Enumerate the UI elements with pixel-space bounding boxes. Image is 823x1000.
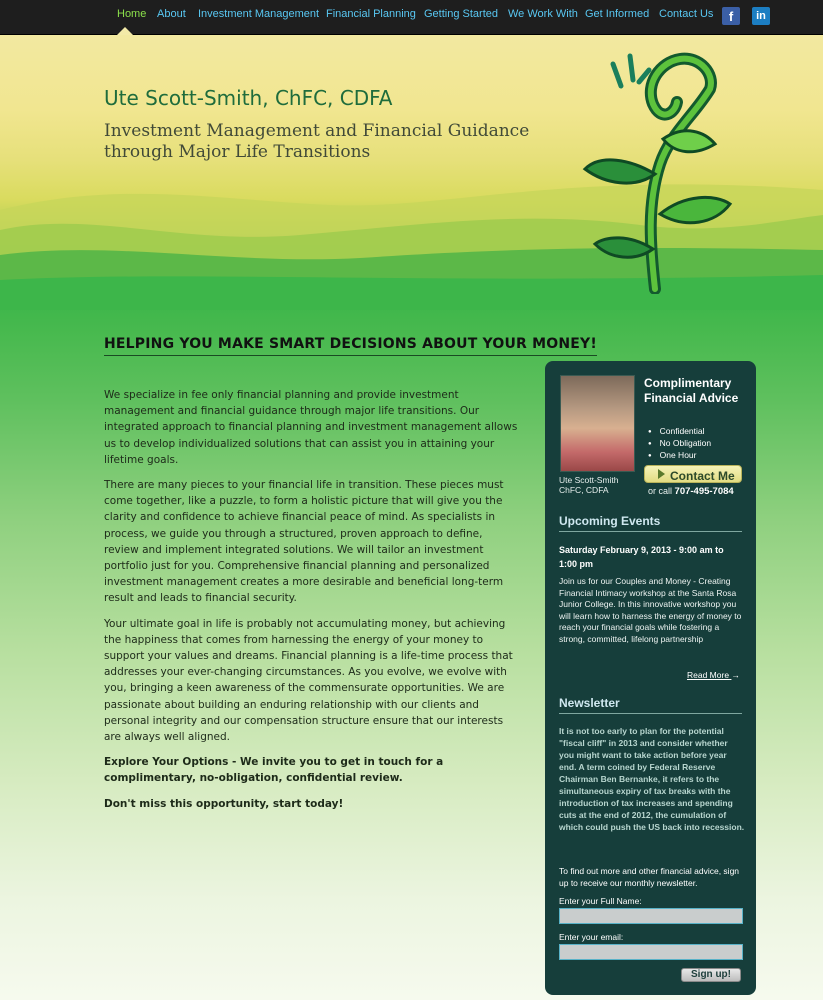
main-content: [104, 387, 519, 821]
contact-me-label: Contact Me: [670, 469, 735, 483]
upcoming-events-heading: Upcoming Events: [559, 514, 742, 532]
full-name-field[interactable]: [559, 908, 743, 924]
nav-about[interactable]: About: [157, 8, 186, 20]
call-line: [648, 486, 734, 497]
arrow-right-icon: →: [731, 670, 740, 680]
photo-caption-name: Ute Scott-Smith: [559, 475, 619, 485]
newsletter-heading: Newsletter: [559, 696, 742, 714]
puzzle-paragraph: There are many pieces to your financial life in transition. These pieces must come together, like a puzzle, to form a holistic picture that will give you the clarity and confidence to achieve financial peace of mind. As specialists in process, we guide you through a structured, proven approach to define, review and implement integrated solutions. We will tailor an investment portfolio just for you. Comprehensive financial planning and personalized investment management creates a more desirable and beneficial long-term result and leads to financial security.: [104, 479, 504, 605]
newsletter-article-text: It is not too early to plan for the potential "fiscal cliff" in 2013 and consider whether you might want to take action before year end. A term coined by Federal Reserve Chairman Ben Bernanke, it refers to the simultaneous expiry of tax breaks with the introduction of tax increases and spending cuts at the end of 2012, the cumulation of which could push the US back into recession.: [559, 726, 745, 832]
call-to-action-text: Don't miss this opportunity, start today!: [104, 797, 344, 810]
list-item: ● One Hour: [648, 450, 711, 462]
nav-contact-us[interactable]: Contact Us: [659, 8, 714, 20]
facebook-icon[interactable]: f: [722, 7, 740, 25]
photo-caption: [559, 475, 619, 495]
list-item: ● No Obligation: [648, 438, 711, 450]
nav-getting-started[interactable]: Getting Started: [424, 8, 498, 20]
read-more-label: Read More: [687, 670, 730, 680]
email-label: Enter your email:: [559, 932, 624, 942]
event-date: Saturday February 9, 2013 - 9:00 am to 1:00 pm: [559, 545, 724, 569]
site-tagline: Investment Management and Financial Guidance through Major Life Transitions: [104, 121, 530, 162]
main-heading: HELPING YOU MAKE SMART DECISIONS ABOUT YOUR MONEY!: [104, 336, 597, 356]
nav-investment-management[interactable]: Investment Management: [198, 8, 320, 20]
sign-up-button[interactable]: Sign up!: [681, 968, 741, 982]
nav-financial-planning[interactable]: Financial Planning: [326, 8, 416, 20]
goal-paragraph: Your ultimate goal in life is probably not accumulating money, but achieving the happiness that comes from harnessing the energy of your money to support your values and dreams. Financial planning is a life-time process that addresses your ever-changing circumstances. As you evolve, we evolve with you, bringing a keen awareness of the commensurate opportunities. We are passionate about building an enduring relationship with our clients and personal integrity and our compensation structure ensure that our interests are always well aligned.: [104, 617, 513, 744]
intro-paragraph: We specialize in fee only financial planning and provide investment management and financial guidance through major life transitions. Our integrated approach to financial planning and investment management allows us to develop individualized solutions that can assist you in attaining your lifetime goals.: [104, 389, 518, 466]
phone-number[interactable]: 707-495-7084: [674, 486, 734, 497]
call-prefix: or call: [648, 486, 673, 496]
nav-get-informed[interactable]: Get Informed: [585, 8, 650, 20]
contact-me-button[interactable]: [644, 465, 742, 483]
email-field[interactable]: [559, 944, 743, 960]
list-item: ● Confidential: [648, 426, 711, 438]
read-more-link[interactable]: [687, 670, 740, 680]
complimentary-advice-title: Complimentary Financial Advice: [644, 376, 739, 405]
nav-home[interactable]: Home: [117, 8, 147, 20]
explore-options-text: Explore Your Options - We invite you to get in touch for a complimentary, no-obligation, confidential review.: [104, 756, 444, 785]
advice-features-list: [648, 426, 711, 462]
nav-we-work-with[interactable]: We Work With: [508, 8, 578, 20]
event-description: Join us for our Couples and Money - Creating Financial Intimacy workshop at the Santa Rosa Junior College. In this innovative workshop you will learn how to harness the energy of money to reach your financial goals while fostering a strong, committed, lifelong partnership: [559, 576, 742, 644]
newsletter-signup-text: To find out more and other financial advice, sign up to receive our monthly newsletter.: [559, 866, 740, 888]
advisor-photo: [560, 375, 635, 472]
play-arrow-icon: [658, 469, 665, 479]
active-nav-indicator: [117, 27, 133, 35]
sprouting-plant-logo: [575, 44, 740, 294]
full-name-label: Enter your Full Name:: [559, 896, 642, 906]
site-name: Ute Scott-Smith, ChFC, CDFA: [104, 86, 393, 110]
sidebar-panel: [545, 361, 756, 995]
linkedin-icon[interactable]: in: [752, 7, 770, 25]
photo-caption-credentials: ChFC, CDFA: [559, 485, 609, 495]
